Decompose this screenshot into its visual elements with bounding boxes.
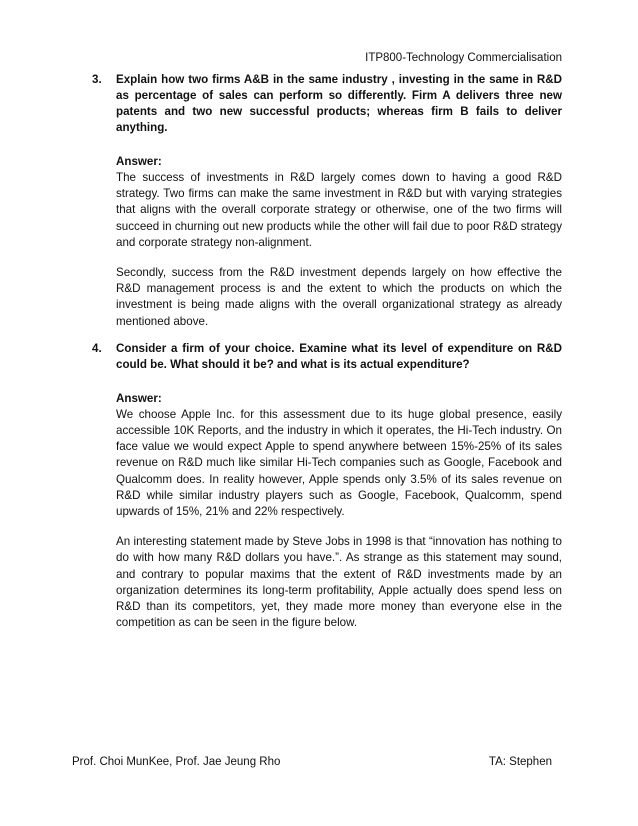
answer-paragraph: Secondly, success from the R&D investment depends largely on how effective the R&D management process is and the extent to which the products on which the investment is being made aligns with the overall organizational strategy as already mentioned above. (116, 266, 562, 328)
question-title: Explain how two firms A&B in the same industry , investing in the same in R&D as percentage of sales can perform so differently. Firm A delivers three new patents and two new successful products; whereas firm B fails to deliver anything. (116, 73, 562, 134)
footer-professors: Prof. Choi MunKee, Prof. Jae Jeung Rho (72, 756, 281, 768)
question-title: Consider a firm of your choice. Examine what its level of expenditure on R&D could be. What should it be? and what is its actual expenditure? (116, 341, 562, 371)
question-4 (92, 341, 562, 632)
footer-ta: TA: Stephen (488, 756, 552, 768)
question-list (92, 72, 562, 642)
question-3 (92, 72, 562, 330)
question-body (116, 341, 562, 632)
answer-paragraph: The success of investments in R&D largely comes down to having a good R&D strategy. Two firms can make the same investment in R&D but with varying strategies that aligns with the overall corporate strategy or otherwise, one of the two firms will succeed in churning out new products while the other will fail due to poor R&D strategy and corporate strategy non-alignment. (116, 171, 562, 249)
question-number: 4. (92, 341, 102, 355)
answer-paragraph: An interesting statement made by Steve Jobs in 1998 is that “innovation has nothing to do with how many R&D dollars you have.”. As strange as this statement may sound, and contrary to popular maxims that the extent of R&D investments made by an organization determines its long-term profitability, Apple actually does spend less on R&D than its competitors, yet, they made more money than everyone else in the competition as can be seen in the figure below. (116, 535, 562, 630)
answer-paragraph: We choose Apple Inc. for this assessment due to its huge global presence, easily accessible 10K Reports, and the industry in which it operates, the Hi-Tech industry. On face value we would expect Apple to spend anywhere between 15%-25% of its sales revenue on R&D much like similar Hi-Tech companies such as Google, Facebook and Qualcomm does. In reality however, Apple spends only 3.5% of its sales revenue on R&D while similar industry players such as Google, Facebook, Qualcomm, spend upwards of 15%, 21% and 22% respectively. (116, 407, 562, 519)
question-number: 3. (92, 73, 102, 86)
question-body (116, 72, 562, 330)
answer-label: Answer: (116, 155, 162, 168)
page-header-course: ITP800-Technology Commercialisation (365, 52, 562, 64)
answer-label: Answer: (116, 391, 162, 405)
